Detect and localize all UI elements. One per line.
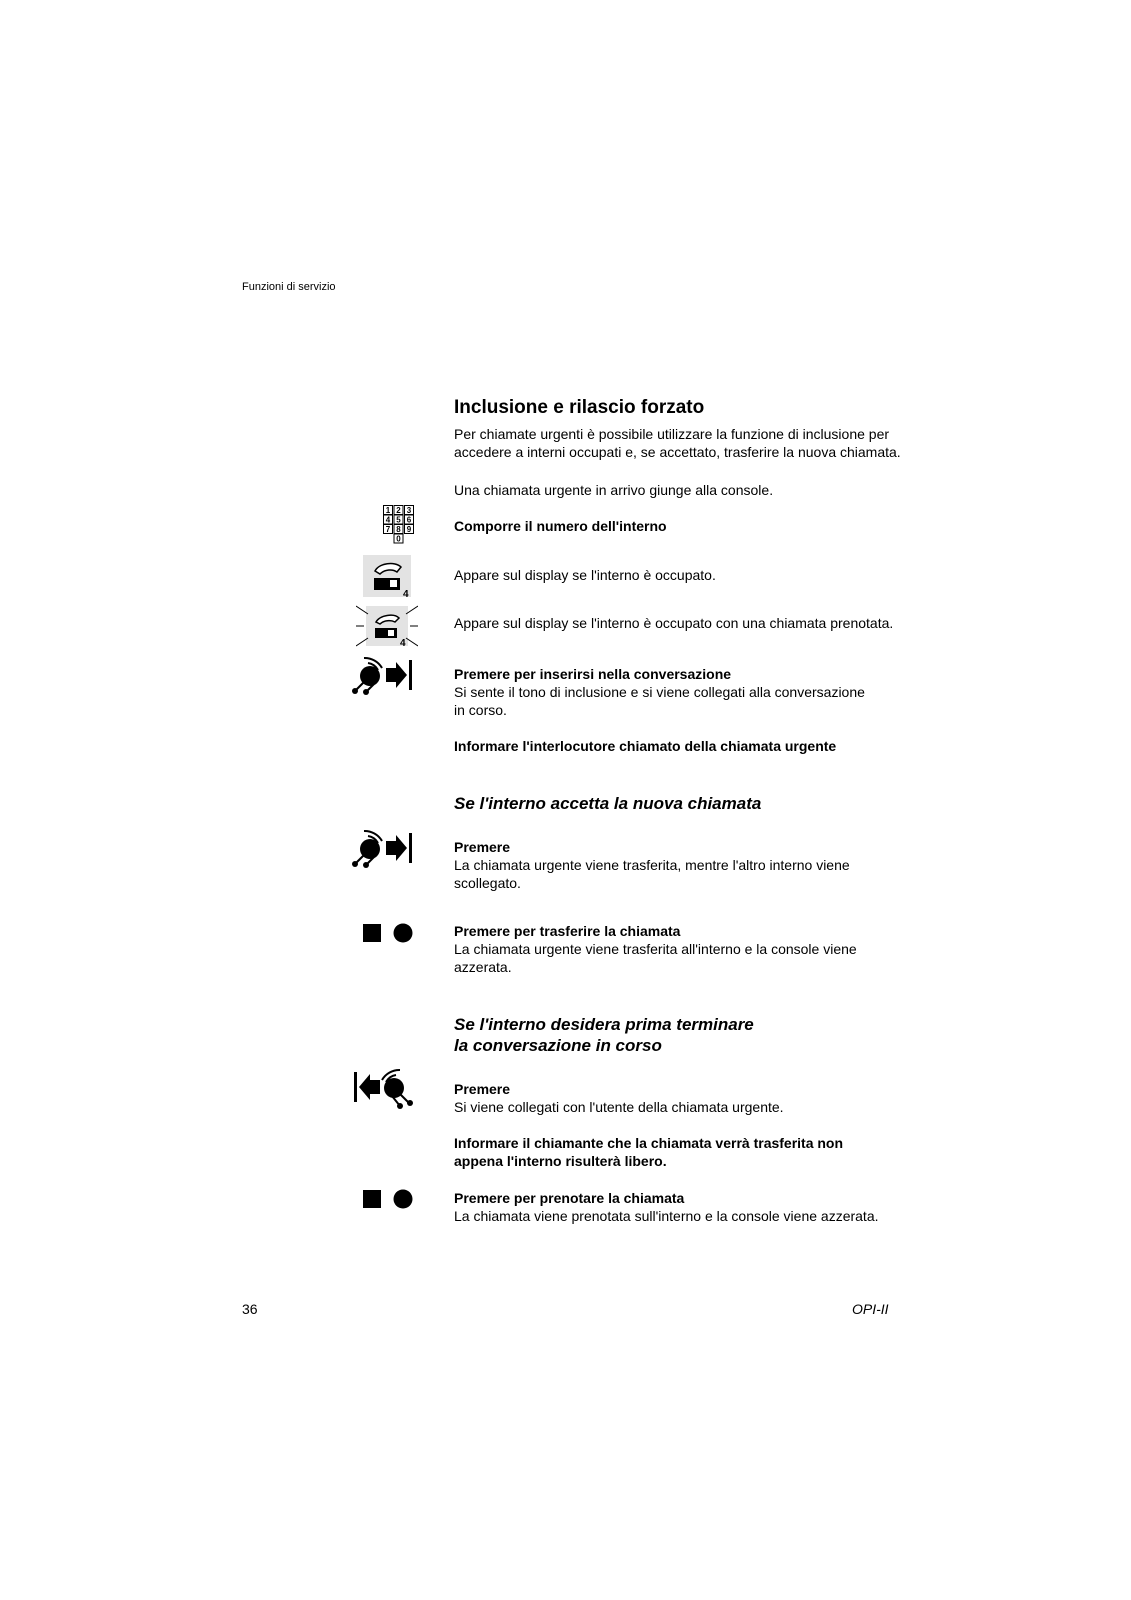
display-badge-2: 4: [400, 638, 406, 649]
key-5: 5: [396, 515, 401, 525]
transfer-line-1: La chiamata urgente viene trasferita all'interno e la console viene: [454, 941, 857, 957]
key-3: 3: [406, 506, 412, 515]
transfer-title: Premere per trasferire la chiamata: [454, 923, 681, 939]
key-7: 7: [385, 525, 391, 534]
release-key-icon[interactable]: [362, 923, 414, 943]
section-header: Funzioni di servizio: [242, 281, 336, 293]
key-4: 4: [385, 515, 391, 525]
accept-press-title: Premere: [454, 839, 511, 855]
intrude-line-2: in corso.: [454, 702, 507, 718]
key-6: 6: [406, 515, 412, 525]
finish-press-instruction: [454, 1080, 914, 1116]
busy-reserved-display-icon: [356, 602, 418, 650]
intrude-instruction: [454, 665, 914, 719]
intro-paragraph-2: Una chiamata urgente in arrivo giunge alla console.: [454, 482, 774, 498]
key-9: 9: [406, 525, 412, 534]
section-finish-title: [454, 1014, 754, 1056]
document-name: OPI-II: [852, 1301, 889, 1317]
release-key-icon-2[interactable]: [362, 1189, 414, 1209]
transfer-line-2: azzerata.: [454, 959, 512, 975]
finish-inform-line-2: appena l'interno risulterà libero.: [454, 1153, 667, 1169]
keypad-icon: [383, 505, 415, 545]
reserve-instruction: [454, 1189, 914, 1225]
return-key-icon[interactable]: [352, 1066, 414, 1110]
finish-inform-instruction: [454, 1134, 914, 1170]
page-number: 36: [242, 1301, 258, 1317]
section-finish-title-line-1: Se l'interno desidera prima terminare: [454, 1015, 754, 1034]
intro-paragraph: [454, 425, 914, 461]
dial-instruction: [454, 517, 914, 535]
section-accept-title: Se l'interno accetta la nuova chiamata: [454, 794, 762, 813]
accept-press-line-1: La chiamata urgente viene trasferita, mentre l'altro interno viene: [454, 857, 850, 873]
reserve-title: Premere per prenotare la chiamata: [454, 1190, 685, 1206]
reserve-line-1: La chiamata viene prenotata sull'interno e la console viene azzerata.: [454, 1208, 879, 1224]
key-8: 8: [396, 525, 401, 534]
intrude-key-icon[interactable]: [352, 654, 414, 696]
section-finish-title-line-2: la conversazione in corso: [454, 1036, 662, 1055]
intrude-line-1: Si sente il tono di inclusione e si viene collegati alla conversazione: [454, 684, 865, 700]
busy-reserved-text: Appare sul display se l'interno è occupato con una chiamata prenotata.: [454, 615, 894, 631]
intro-line-1: Per chiamate urgenti è possibile utilizzare la funzione di inclusione per: [454, 426, 890, 442]
inform-instruction: [454, 737, 914, 755]
busy-text: Appare sul display se l'interno è occupato.: [454, 567, 716, 583]
inform-text: Informare l'interlocutore chiamato della chiamata urgente: [454, 738, 837, 754]
transfer-instruction: [454, 922, 914, 976]
key-1: 1: [385, 506, 391, 515]
busy-phone-display-icon: [363, 555, 413, 599]
dial-text: Comporre il numero dell'interno: [454, 518, 667, 534]
key-0: 0: [396, 534, 401, 544]
intrude-key-icon-2[interactable]: [352, 827, 414, 869]
page-title: Inclusione e rilascio forzato: [454, 397, 705, 418]
intrude-title: Premere per inserirsi nella conversazione: [454, 666, 732, 682]
finish-press-title: Premere: [454, 1081, 511, 1097]
key-2: 2: [396, 506, 401, 515]
finish-press-line-1: Si viene collegati con l'utente della chiamata urgente.: [454, 1099, 784, 1115]
display-badge-1: 4: [403, 589, 409, 599]
finish-inform-line-1: Informare il chiamante che la chiamata verrà trasferita non: [454, 1135, 844, 1151]
intro-line-2: accedere a interni occupati e, se accettato, trasferire la nuova chiamata.: [454, 444, 901, 460]
accept-press-instruction: [454, 838, 914, 892]
accept-press-line-2: scollegato.: [454, 875, 521, 891]
